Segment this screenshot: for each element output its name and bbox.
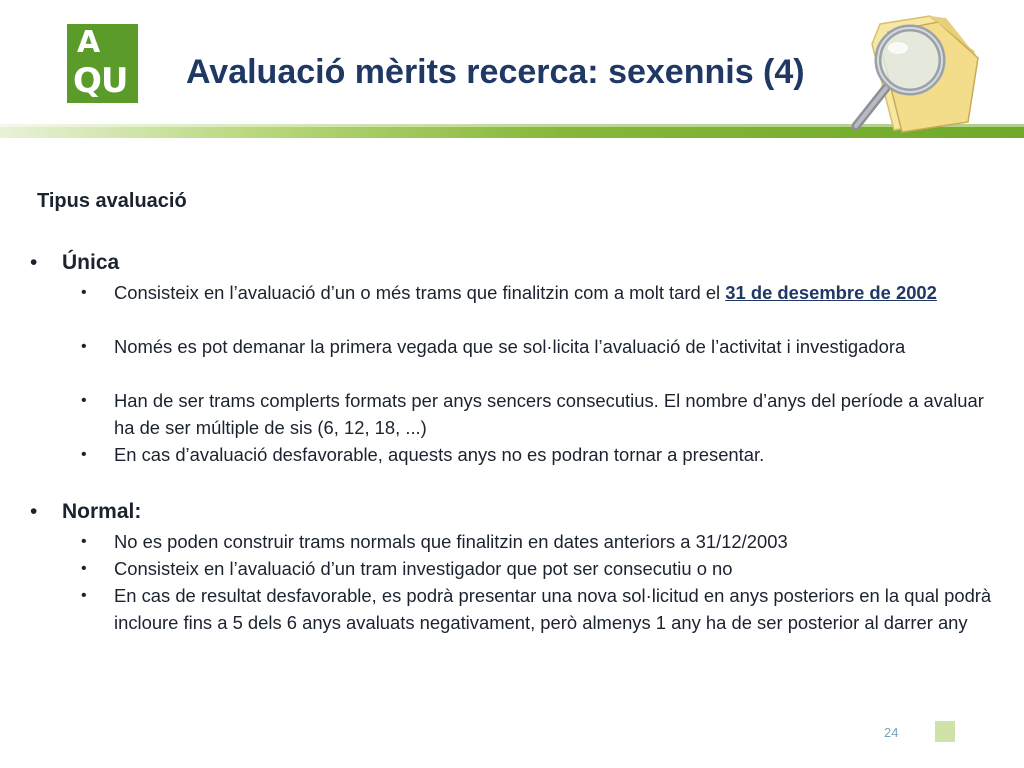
list-item xyxy=(81,583,994,636)
section-heading-normal xyxy=(30,499,141,525)
list-item-text: No es poden construir trams normals que finalitzin en dates anteriors a 31/12/2003 xyxy=(114,531,788,552)
bullet: • xyxy=(81,338,87,355)
bullet: • xyxy=(30,500,38,523)
folder-magnifier-icon xyxy=(846,14,996,136)
bullet: • xyxy=(81,587,87,604)
list-item xyxy=(81,388,994,441)
section-subtitle: Tipus avaluació xyxy=(37,190,187,212)
bullet: • xyxy=(81,533,87,550)
logo-letter-a: A xyxy=(77,25,101,60)
aqu-logo xyxy=(67,24,138,103)
bullet: • xyxy=(81,446,87,463)
list-item xyxy=(81,442,994,469)
bullet: • xyxy=(81,560,87,577)
bullet: • xyxy=(81,284,87,301)
list-item-text: En cas d’avaluació desfavorable, aquests anys no es podran tornar a presentar. xyxy=(114,444,765,465)
list-item-text: Han de ser trams complerts formats per anys sencers consecutius. El nombre d’anys del període a avaluar ha de ser múltiple de sis (6, 12, 18, ...) xyxy=(114,390,984,438)
list-item-text: Consisteix en l’avaluació d’un o més trams que finalitzin com a molt tard el xyxy=(114,282,726,303)
list-item-text: Consisteix en l’avaluació d’un tram investigador que pot ser consecutiu o no xyxy=(114,558,733,579)
highlighted-date: 31 de desembre de 2002 xyxy=(725,282,937,303)
list-item-text: Només es pot demanar la primera vegada que se sol·licita l’avaluació de l’activitat i investigadora xyxy=(114,336,906,357)
page-number: 24 xyxy=(884,725,899,740)
section-heading-label: Normal: xyxy=(62,500,142,523)
corner-accent-square xyxy=(935,721,955,742)
section-heading-label: Única xyxy=(62,251,120,274)
bullet: • xyxy=(30,251,38,274)
list-item xyxy=(81,280,994,307)
section-heading-unica xyxy=(30,250,119,276)
list-item xyxy=(81,529,994,556)
list-item-text: En cas de resultat desfavorable, es podrà presentar una nova sol·licitud en anys posteriors en la qual podrà incloure fins a 5 dels 6 anys avaluats negativament, però almenys 1 any ha de ser posterior al darrer any xyxy=(114,585,992,633)
logo-letters-qu: QU xyxy=(73,61,128,101)
page-title: Avaluació mèrits recerca: sexennis (4) xyxy=(186,53,805,91)
bullet: • xyxy=(81,392,87,409)
list-item xyxy=(81,334,994,361)
list-item xyxy=(81,556,994,583)
